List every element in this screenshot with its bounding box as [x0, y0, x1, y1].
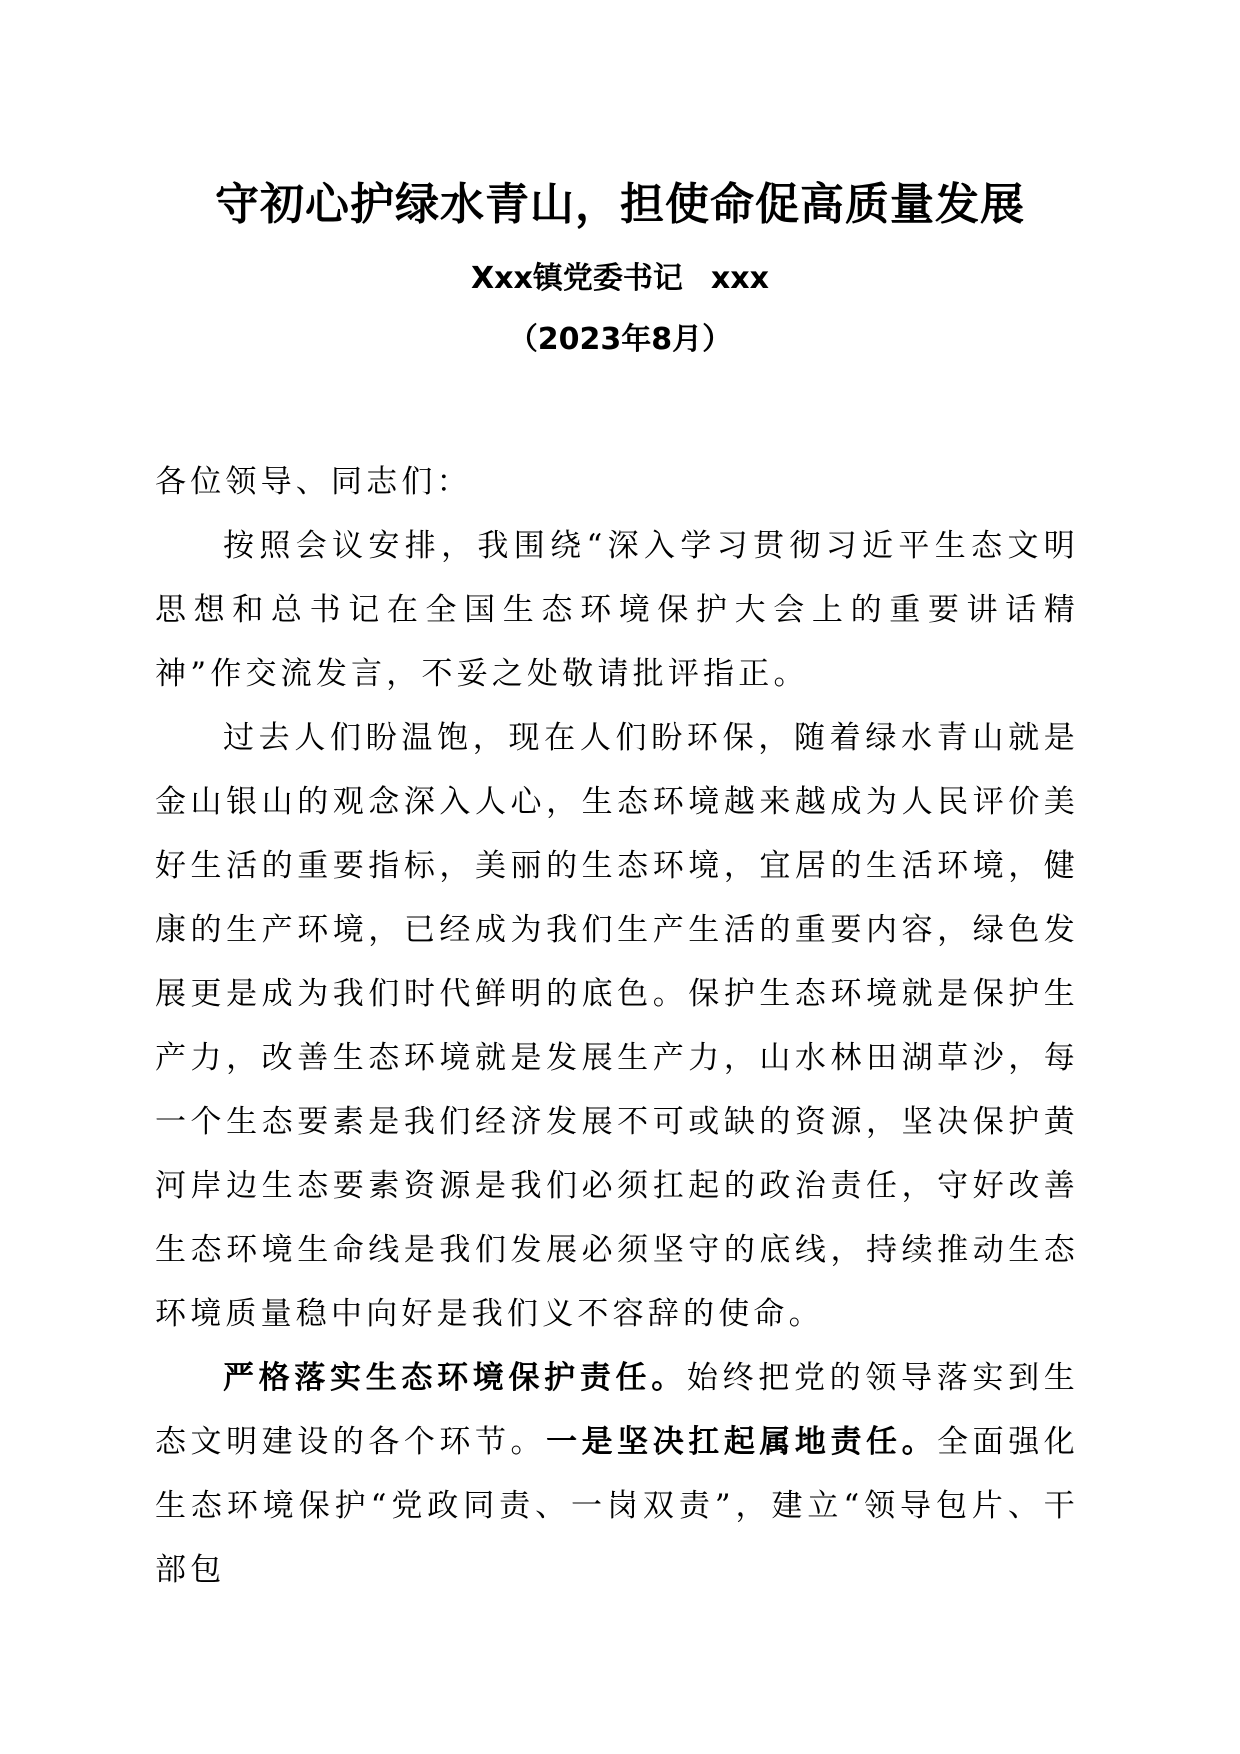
paragraph-background: 过去人们盼温饱，现在人们盼环保，随着绿水青山就是金山银山的观念深入人心，生态环境越来越成为人民评价美好生活的重要指标，美丽的生态环境，宜居的生活环境，健康的生产环境，已经成为我们生产生活的重要内容，绿色发展更是成为我们时代鲜明的底色。保护生态环境就是保护生产力，改善生态环境就是发展生产力，山水林田湖草沙，每一个生态要素是我们经济发展不可或缺的资源，坚决保护黄河岸边生态要素资源是我们必须扛起的政治责任，守好改善生态环境生命线是我们发展必须坚守的底线，持续推动生态环境质量稳中向好是我们义不容辞的使命。	[155, 720, 1079, 1332]
author-line	[0, 257, 1240, 301]
subsection-heading: 一是坚决扛起属地责任。	[546, 1424, 938, 1460]
document-body	[155, 450, 1079, 1602]
subsection-text: 全面强化生态环境保护“党政同责、一岗双责”，建立“领导包片、干部包	[155, 1424, 1079, 1588]
author-organization: Xxx镇党委书记	[471, 261, 683, 296]
section-heading: 严格落实生态环境保护责任。	[223, 1360, 687, 1396]
section-text: 始终把党的领导落实到生态文明建设的各个环节。	[155, 1360, 1079, 1460]
paragraph-intro: 按照会议安排，我围绕“深入学习贯彻习近平生态文明思想和总书记在全国生态环境保护大会上的重要讲话精神”作交流发言，不妥之处敬请批评指正。	[155, 528, 1079, 692]
document-title: 守初心护绿水青山，担使命促高质量发展	[215, 179, 1025, 230]
salutation: 各位领导、同志们：	[155, 464, 472, 500]
document-date: （2023年8月）	[507, 322, 733, 357]
author-name: xxx	[710, 261, 769, 296]
paragraph-responsibility	[155, 1346, 1079, 1602]
